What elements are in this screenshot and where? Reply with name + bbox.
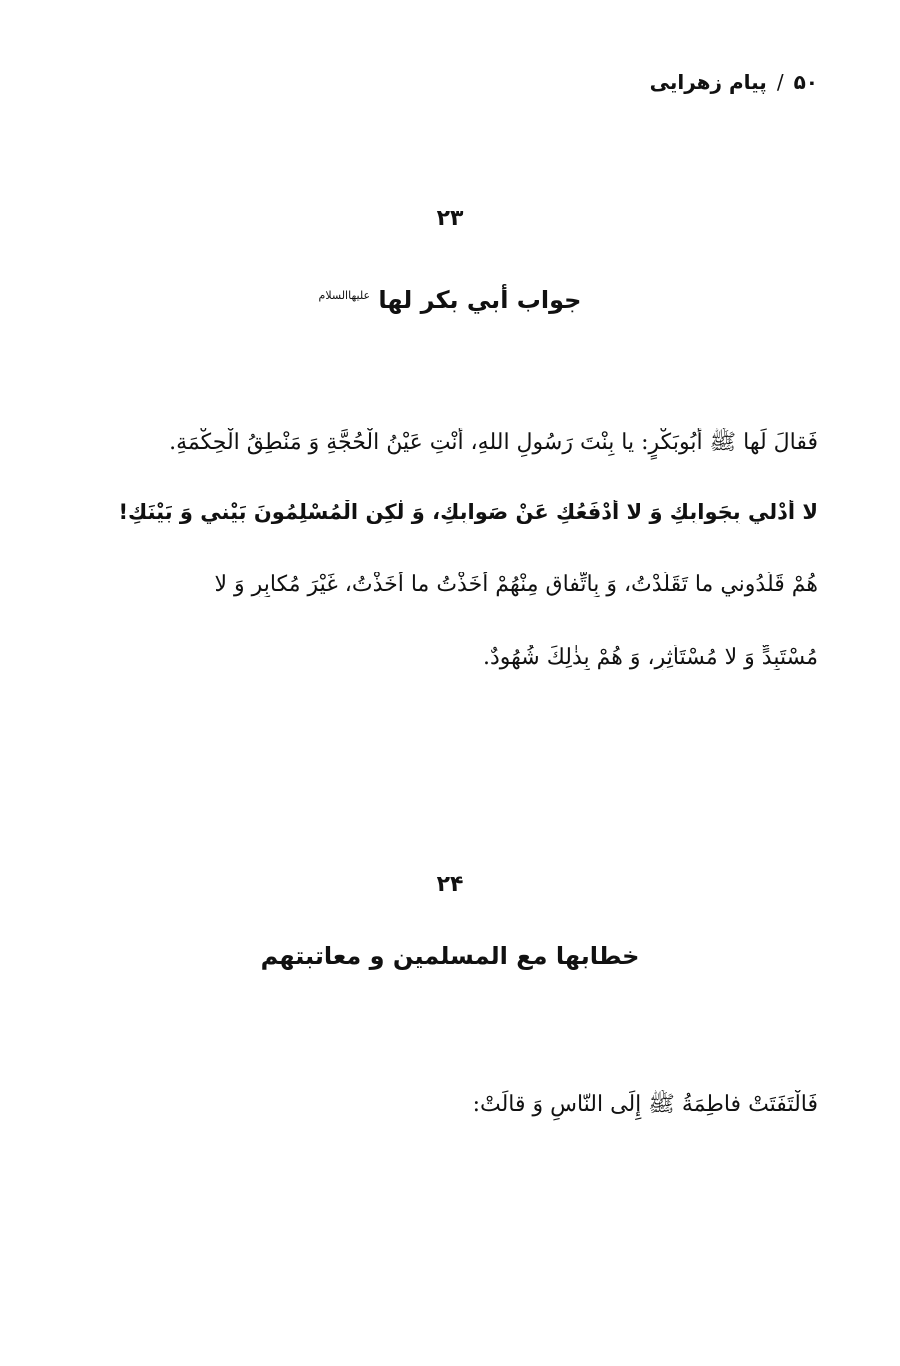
section-title-text: خطابها مع المسلمين و معاتبتهم	[260, 942, 640, 970]
book-title: پیام زهرایی	[649, 70, 767, 94]
page-number: ۵۰	[793, 70, 818, 94]
section-title-23	[0, 286, 900, 314]
running-header	[650, 70, 818, 94]
paragraph-line-3: هُمْ قَلَّدُوني ما تَقَلَّدْتُ، وَ بِاتِّفاقٍ مِنْهُمْ أَخَذْتُ ما أَخَذْتُ، غَيْرَ مُكابِرٍ وَ لا	[214, 572, 818, 597]
paragraph-line-1: فَقالَ لَها ﷺ أَبُوبَكْرٍ: يا بِنْتَ رَسُولِ اللهِ، أَنْتِ عَيْنُ الْحُجَّةِ وَ مَنْطِقُ الْحِكْمَةِ.	[169, 430, 818, 455]
section-number-23: ۲۳	[436, 206, 464, 231]
header-separator: /	[776, 70, 784, 94]
section-title-24	[0, 942, 900, 970]
section-number-24: ۲۴	[436, 872, 464, 897]
paragraph-line-4: مُسْتَبِدٍّ وَ لا مُسْتَأْثِرٍ، وَ هُمْ بِذٰلِكَ شُهُودٌ.	[483, 645, 818, 670]
honorific-mark: عليهاالسلام	[318, 289, 371, 302]
section-title-text: جواب أبي بكر لها	[378, 286, 582, 314]
paragraph-line-2: لا أُدْلي بِجَوابِكِ وَ لا أَدْفَعُكِ عَنْ صَوابِكِ، وَ لٰكِنِ الْمُسْلِمُونَ بَيْني وَ بَيْنَكِ!	[118, 500, 818, 524]
paragraph-line-5: فَالْتَفَتَتْ فاطِمَةُ ﷺ إِلَى النّاسِ وَ قالَتْ:	[472, 1092, 818, 1117]
